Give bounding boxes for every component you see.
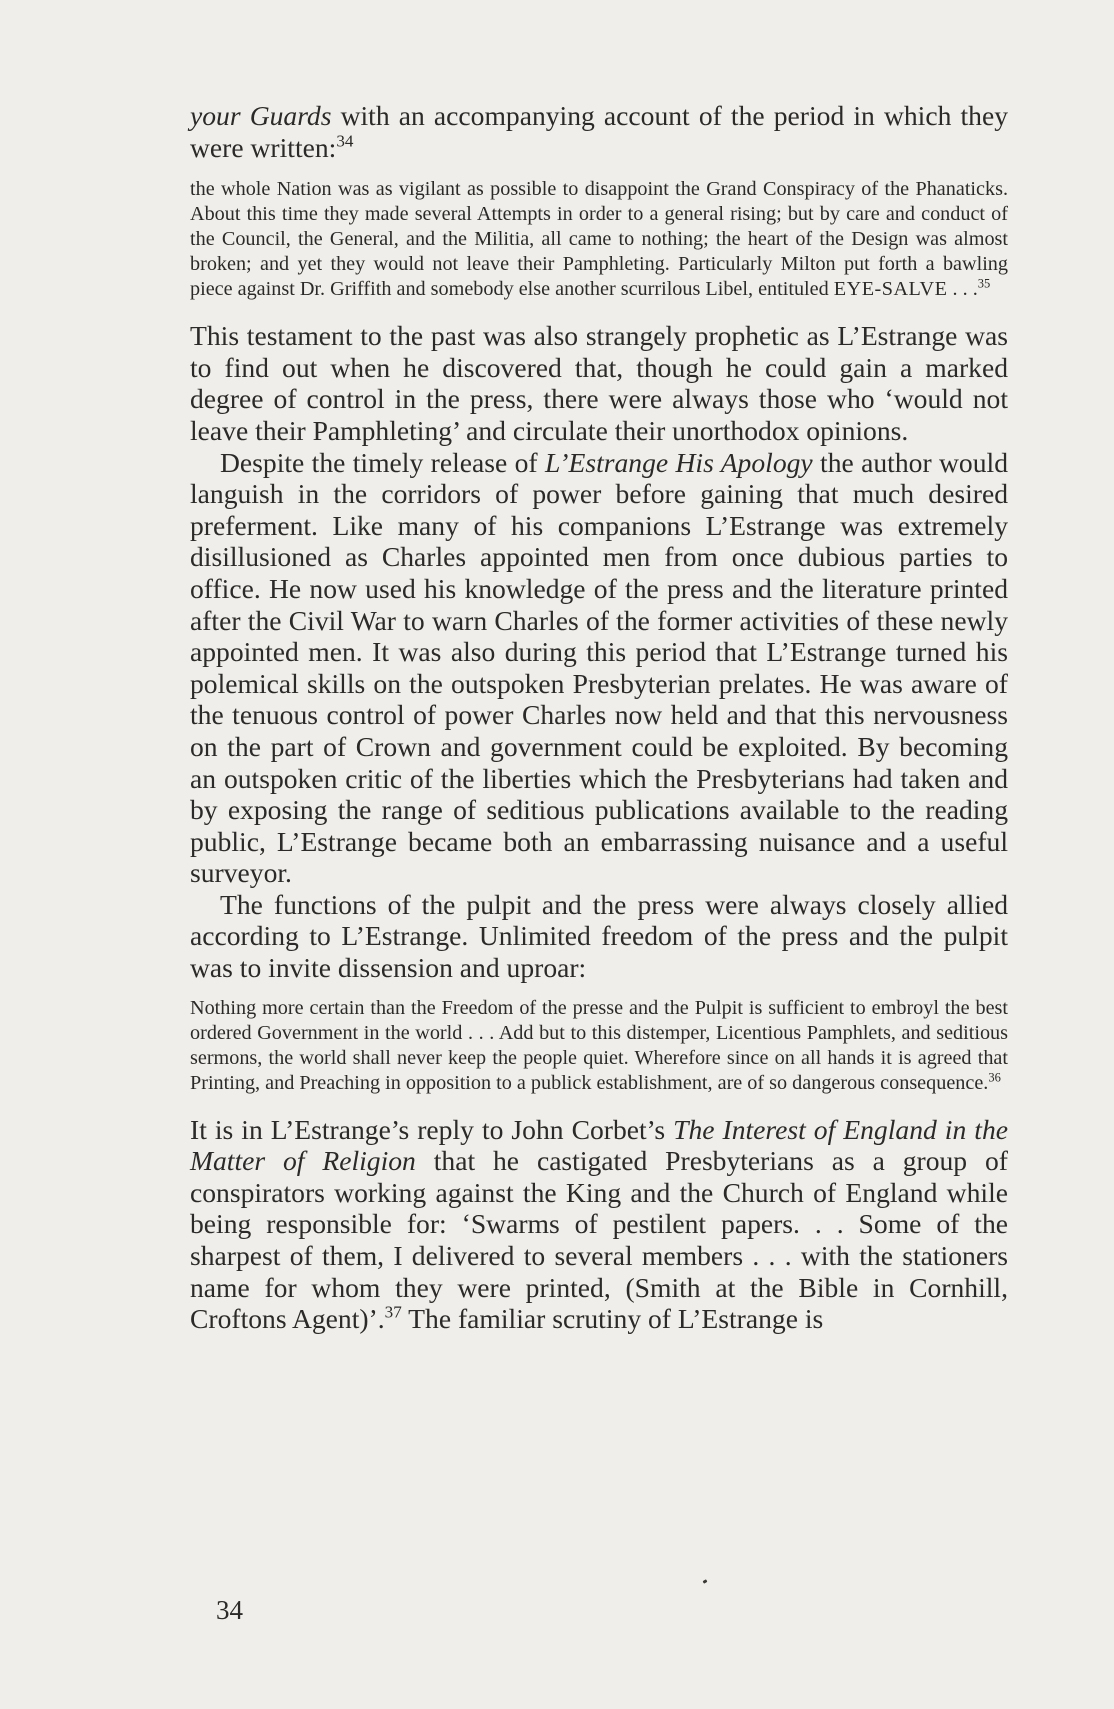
italic-title-apology: L’Estrange His Apology [544,446,813,478]
footnote-ref-36: 36 [988,1069,1001,1084]
quote-text: Nothing more certain than the Freedom of the presse and the Pulpit is sufficient to embroyl the best ordered Government in the world . . . Add but to this distemper, Licentious Pamphlets, and seditious sermons, the world shall never keep the people quiet. Wherefore since on all hands it is agreed that Printing, and Preaching in opposition to a publick establishment, are of so dangerous consequence. [190,996,1008,1094]
page-number: 34 [216,1595,243,1625]
paragraph-text: The familiar scrutiny of L’Estrange is [401,1303,824,1335]
paragraph-intro [190,100,1008,163]
footnote-ref-37: 37 [384,1302,402,1322]
quote-text: the whole Nation was as vigilant as possible to disappoint the Grand Conspiracy of the Phanaticks. About this time they made several Attempts in order to a general rising; but by care and conduct of the Council, the General, and the Militia, all came to nothing; the heart of the Design was almost broken; and yet they would not leave their Pamphleting. Particularly Milton put forth a bawling piece against Dr. Griffith and somebody else another scurrilous Libel, entituled [190,178,1008,301]
italic-title-your-guards: your Guards [190,100,332,131]
italic-title-interest-of-england: The Interest of England in the Matter of Religion [190,1113,1008,1177]
paragraph-text: the author would languish in the corridors of power before gaining that much desired preferment. Like many of his companions L’Estrange was extremely disillusioned as Charles appointed men from once dubious parties to office. He now used his knowledge of the press and the literature printed after the Civil War to warn Charles of the former activities of these newly appointed men. It was also during this period that L’Estrange turned his polemical skills on the outspoken Presbyterian prelates. He was aware of the tenuous control of power Charles now held and that this nervousness on the part of Crown and government could be exploited. By becoming an outspoken critic of the liberties which the Presbyterians had taken and by exposing the range of seditious publications available to the reading public, L’Estrange became both an embarrassing nuisance and a useful surveyor. [190,446,1008,889]
paragraph-text: Despite the timely release of [220,446,545,478]
footnote-ref-35: 35 [977,276,991,291]
paragraph-apology [190,447,1008,889]
paragraph-text: It is in L’Estrange’s reply to John Corbet’s [190,1113,674,1145]
paragraph-corbet [190,1114,1008,1335]
quote-ellipsis: . . . [947,278,978,301]
paragraph-text: that he castigated Presbyterians as a group of conspirators working against the King and the Church of England while being responsible for: ‘Swarms of pestilent papers. . . Some of the sharpest of them, I delivered to several members . . . with the stationers name for whom they were printed, (Smith at the Bible in Cornhill, Croftons Agent)’. [190,1145,1008,1335]
block-quote-phanaticks [190,177,1008,302]
paragraph-text: with an accompanying account of the period in which they were written: [190,100,1008,163]
quote-title-eye-salve: EYE-SALVE [833,278,948,301]
paragraph-pulpit-press: The functions of the pulpit and the press were always closely allied according to L’Estrange. Unlimited freedom of the press and the pulpit was to invite dissension and uproar: [190,888,1008,984]
paragraph-testament: This testament to the past was also strangely prophetic as L’Estrange was to find out when he discovered that, though he could gain a marked degree of control in the press, there were always those who ‘would not leave their Pamphleting’ and circulate their unorthodox opinions. [190,320,1008,446]
block-quote-freedom [190,996,1008,1096]
footnote-ref-34: 34 [336,130,354,150]
text-block [190,100,1008,1335]
ink-speck [703,1579,708,1584]
